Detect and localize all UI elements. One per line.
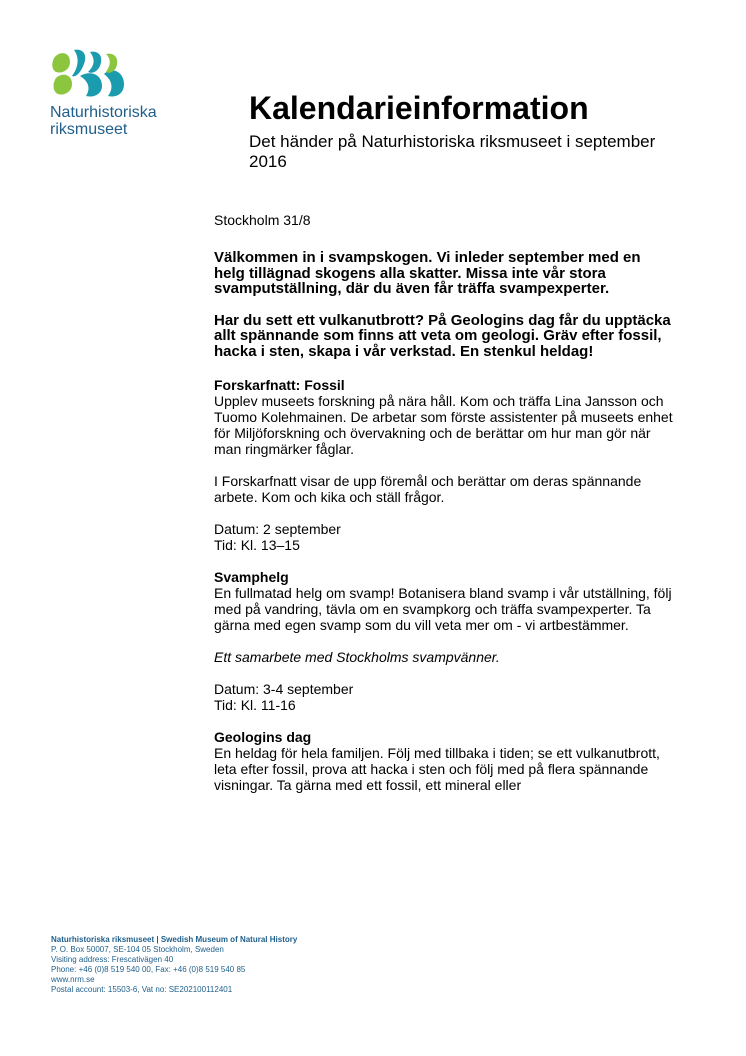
page-footer — [51, 935, 297, 995]
intro-paragraph-1: Välkommen in i svampskogen. Vi inleder september med en helg tillägnad skogens alla skatter. Missa inte vår stora svamputställning, där du även får träffa svampexperter. — [214, 249, 641, 297]
event-time-svamphelg: Tid: Kl. 11-16 — [214, 697, 296, 713]
intro-paragraph-2: Har du sett ett vulkanutbrott? På Geologins dag får du upptäcka allt spännande som finns att veta om geologi. Gräv efter fossil, hacka i sten, skapa i vår verkstad. En stenkul heldag! — [214, 311, 671, 360]
logo-name-line2: riksmuseet — [50, 121, 128, 138]
footer-visiting-address: Visiting address: Frescativägen 40 — [51, 955, 174, 964]
event-heading-geologins-dag: Geologins dag — [214, 729, 312, 745]
event-note-svamphelg: Ett samarbete med Stockholms svampvänner. — [214, 649, 500, 665]
event-heading-forskarfnatt: Forskarfnatt: Fossil — [214, 377, 345, 393]
event-heading-svamphelg: Svamphelg — [214, 569, 289, 585]
footer-postal-account: Postal account: 15503-6, Vat no: SE202100112401 — [51, 985, 233, 994]
logo-wordmark — [50, 104, 170, 138]
museum-logo-mark — [50, 48, 128, 100]
event-body2-forskarfnatt: I Forskarfnatt visar de upp föremål och berättar om deras spännande arbete. Kom och kika och ställ frågor. — [214, 473, 642, 505]
page-subtitle: Det händer på Naturhistoriska riksmuseet i september 2016 — [249, 132, 656, 171]
footer-address: P. O. Box 50007, SE-104 05 Stockholm, Sweden — [51, 945, 224, 954]
dateline: Stockholm 31/8 — [214, 212, 311, 228]
event-time-forskarfnatt: Tid: Kl. 13–15 — [214, 537, 300, 553]
event-date-svamphelg: Datum: 3-4 september — [214, 681, 354, 697]
page-title: Kalendarieinformation — [249, 90, 589, 126]
event-body-geologins-dag: En heldag för hela familjen. Följ med tillbaka i tiden; se ett vulkanutbrott, leta efter fossil, prova att hacka i sten och följ med på flera spännande visningar. Ta gärna med ett fossil, ett mineral eller — [214, 745, 660, 793]
footer-website: www.nrm.se — [51, 975, 95, 984]
press-release-body — [214, 212, 674, 793]
event-body-svamphelg: En fullmatad helg om svamp! Botanisera bland svamp i vår utställning, följ med på vandring, tävla om en svampkorg och träffa svampexperter. Ta gärna med egen svamp som du vill veta mer om - vi artbestämmer. — [214, 585, 672, 633]
museum-logo — [50, 48, 170, 138]
logo-name-line1: Naturhistoriska — [50, 104, 157, 121]
event-body-forskarfnatt: Upplev museets forskning på nära håll. Kom och träffa Lina Jansson och Tuomo Kolehmainen. De arbetar som förste assistenter på museets enhet för Miljöforskning och övervakning och de berättar om hur man gör när man ringmärker fåglar. — [214, 393, 673, 457]
footer-title: Naturhistoriska riksmuseet | Swedish Museum of Natural History — [51, 935, 298, 944]
event-date-forskarfnatt: Datum: 2 september — [214, 521, 341, 537]
footer-phone: Phone: +46 (0)8 519 540 00, Fax: +46 (0)8 519 540 85 — [51, 965, 246, 974]
